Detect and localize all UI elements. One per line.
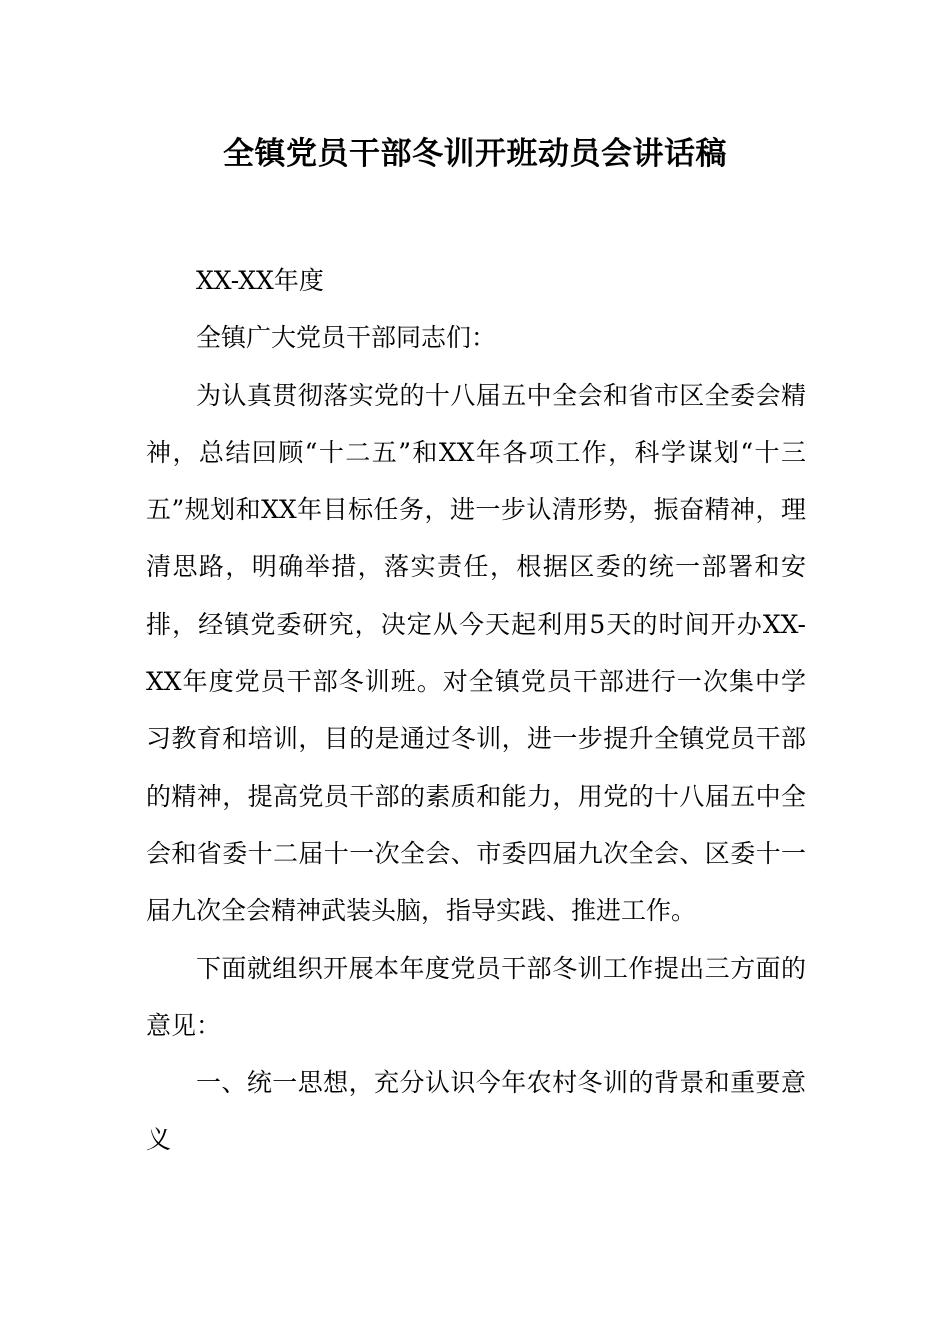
paragraph-year: XX-XX年度: [196, 266, 324, 295]
document-body: [146, 252, 806, 1169]
paragraph-section-heading: 一、统一思想，充分认识今年农村冬训的背景和重要意义: [146, 1068, 806, 1155]
document-title: 全镇党员干部冬训开班动员会讲话稿: [223, 136, 727, 172]
paragraph-intro: 为认真贯彻落实党的十八届五中全会和省市区全委会精神，总结回顾“十二五”和XX年各项工作，科学谋划“十三五”规划和XX年目标任务，进一步认清形势，振奋精神，理清思路，明确举措，落实责任，根据区委的统一部署和安排，经镇党委研究，决定从今天起利用5天的时间开办XX-XX年度党员干部冬训班。对全镇党员干部进行一次集中学习教育和培训，目的是通过冬训，进一步提升全镇党员干部的精神，提高党员干部的素质和能力，用党的十八届五中全会和省委十二届十一次全会、市委四届九次全会、区委十一届九次全会精神武装头脑，指导实践、推进工作。: [146, 380, 806, 926]
paragraph-salutation: 全镇广大党员干部同志们：: [196, 323, 497, 353]
paragraph-opinions: 下面就组织开展本年度党员干部冬训工作提出三方面的意见：: [146, 953, 806, 1040]
